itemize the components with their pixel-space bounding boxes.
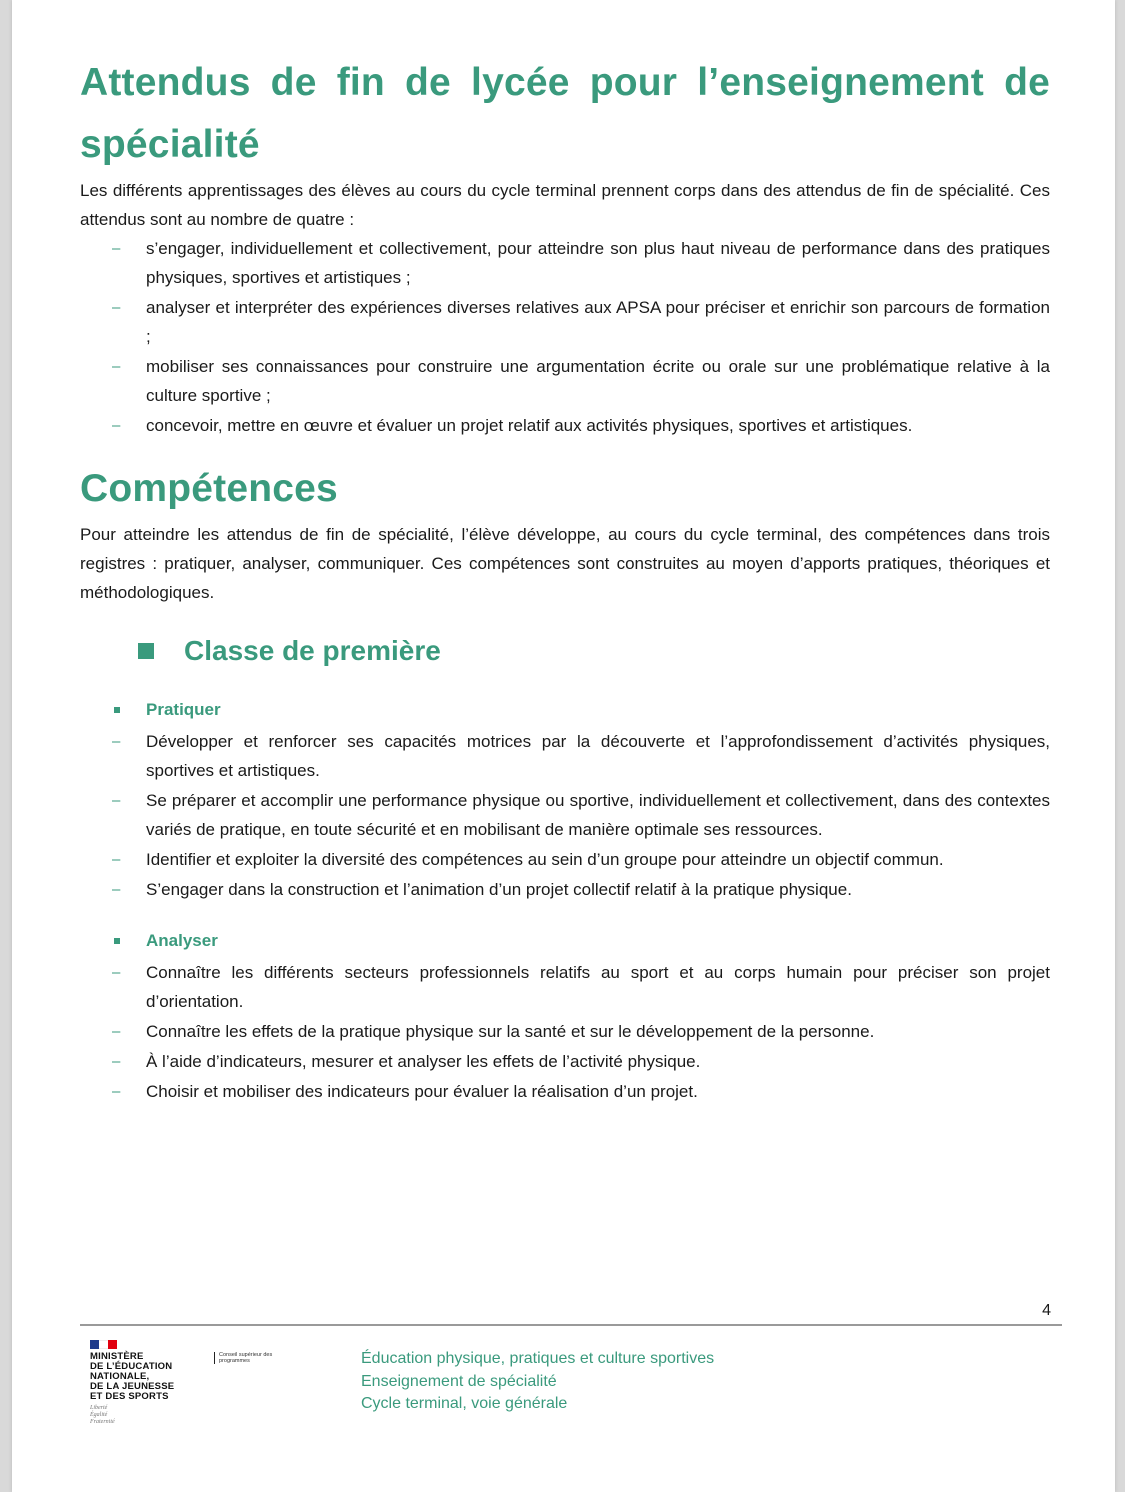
square-bullet-icon [138, 643, 154, 659]
main-heading: Attendus de fin de lycée pour l’enseignement de spécialité [80, 61, 1050, 166]
document-page [12, 0, 1115, 1492]
list-item [80, 293, 1050, 351]
list-item [80, 727, 1050, 785]
motto-line: Égalité [90, 1412, 108, 1418]
competences-paragraph: Pour atteindre les attendus de fin de spécialité, l’élève développe, au cours du cycle terminal, des compétences dans trois registres : pratiquer, analyser, communiquer. Ces compétences sont construites au moyen d’apports pratiques, théoriques et méthodologiques. [80, 525, 1050, 602]
category-title: Pratiquer [146, 700, 221, 719]
dash-bullet: – [112, 792, 121, 809]
csp-logo: Conseil supérieur des programmes [214, 1352, 279, 1364]
list-item-text: Connaître les différents secteurs professionnels relatifs au sport et au corps humain pour préciser son projet d’orientation. [146, 963, 1050, 1011]
footer-line: Enseignement de spécialité [361, 1372, 557, 1390]
dash-bullet: – [112, 851, 121, 868]
dash-bullet: – [112, 417, 121, 434]
list-item [80, 958, 1050, 1016]
dash-bullet: – [112, 1023, 121, 1040]
analyser-list [80, 958, 1050, 1106]
intro-paragraph: Les différents apprentissages des élèves au cours du cycle terminal prennent corps dans des attendus de fin de spécialité. Ces attendus sont au nombre de quatre : [80, 181, 1050, 229]
list-item-text: S’engager dans la construction et l’animation d’un projet collectif relatif à la pratique physique. [146, 880, 852, 899]
dash-bullet: – [112, 358, 121, 375]
small-square-bullet-icon [114, 707, 120, 713]
list-item-text: Identifier et exploiter la diversité des compétences au sein d’un groupe pour atteindre un objectif commun. [146, 850, 944, 869]
page-number: 4 [1042, 1302, 1051, 1319]
small-square-bullet-icon [114, 938, 120, 944]
dash-bullet: – [112, 240, 121, 257]
list-item-text: analyser et interpréter des expériences diverses relatives aux APSA pour préciser et enrichir son parcours de formation ; [146, 298, 1050, 346]
logo-line: MINISTÈRE [90, 1351, 144, 1362]
footer-divider [80, 1324, 1062, 1326]
subheading-classe [80, 621, 1050, 681]
dash-bullet: – [112, 1083, 121, 1100]
logo-line: DE L’ÉDUCATION [90, 1361, 173, 1372]
logo-line: NATIONALE, [90, 1371, 150, 1382]
expectations-list [80, 234, 1050, 440]
list-item [80, 1047, 1050, 1076]
list-item-text: Choisir et mobiliser des indicateurs pour évaluer la réalisation d’un projet. [146, 1082, 698, 1101]
list-item [80, 234, 1050, 292]
pratiquer-list [80, 727, 1050, 904]
page-content [80, 52, 1050, 1107]
list-item-text: Développer et renforcer ses capacités motrices par la découverte et l’approfondissement d’activités physiques, sportives et artistiques. [146, 732, 1050, 780]
category-title: Analyser [146, 931, 218, 950]
dash-bullet: – [112, 964, 121, 981]
footer-text [361, 1348, 714, 1416]
list-item [80, 1077, 1050, 1106]
list-item-text: concevoir, mettre en œuvre et évaluer un projet relatif aux activités physiques, sportives et artistiques. [146, 416, 913, 435]
competences-heading: Compétences [80, 467, 338, 510]
list-item [80, 411, 1050, 440]
list-item-text: Connaître les effets de la pratique physique sur la santé et sur le développement de la personne. [146, 1022, 875, 1041]
ministry-logo [90, 1340, 200, 1426]
dash-bullet: – [112, 733, 121, 750]
motto-line: Fraternité [90, 1419, 115, 1425]
list-item [80, 786, 1050, 844]
category-analyser [80, 924, 1050, 958]
list-item [80, 875, 1050, 904]
logo-line: DE LA JEUNESSE [90, 1381, 175, 1392]
list-item-text: Se préparer et accomplir une performance physique ou sportive, individuellement et collectivement, dans des contextes variés de pratique, en toute sécurité et en mobilisant de manière optimale ses ressources. [146, 791, 1050, 839]
dash-bullet: – [112, 299, 121, 316]
dash-bullet: – [112, 1053, 121, 1070]
motto-line: Liberté [90, 1405, 108, 1411]
list-item [80, 845, 1050, 874]
logo-line: ET DES SPORTS [90, 1391, 169, 1402]
list-item-text: mobiliser ses connaissances pour construire une argumentation écrite ou orale sur une problématique relative à la culture sportive ; [146, 357, 1050, 405]
french-flag-icon [90, 1340, 117, 1349]
list-item-text: s’engager, individuellement et collectivement, pour atteindre son plus haut niveau de performance dans des pratiques physiques, sportives et artistiques ; [146, 239, 1050, 287]
logo-motto [90, 1405, 200, 1426]
list-item [80, 1017, 1050, 1046]
list-item [80, 352, 1050, 410]
dash-bullet: – [112, 881, 121, 898]
list-item-text: À l’aide d’indicateurs, mesurer et analyser les effets de l’activité physique. [146, 1052, 701, 1071]
footer-line: Cycle terminal, voie générale [361, 1395, 568, 1412]
footer-line: Éducation physique, pratiques et culture sportives [361, 1350, 715, 1367]
category-pratiquer [80, 693, 1050, 727]
subheading-text: Classe de première [184, 635, 441, 666]
